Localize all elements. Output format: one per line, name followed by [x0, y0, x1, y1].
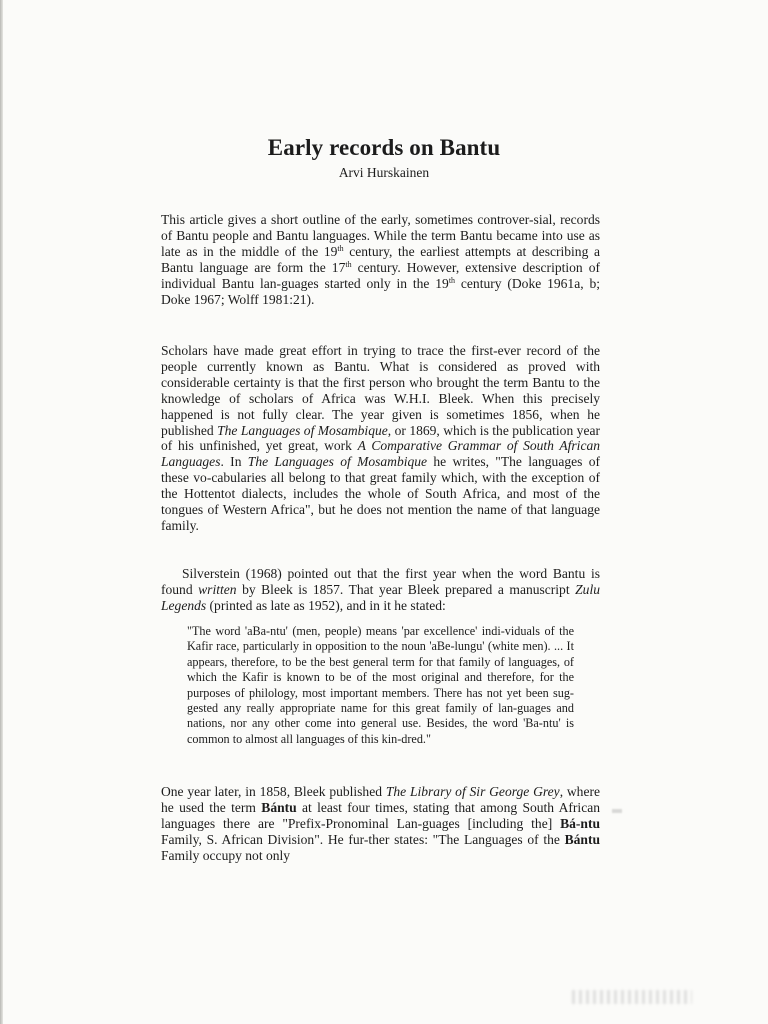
block-quote: "The word 'aBa-ntu' (men, people) means 'par excellence' indi-viduals of the Kafir race, particularly in opposition to the noun 'aBe-lungu' (white men). ... It appears, therefore, to be the best general term for that family of languages, of which the Kafir is known to be of the most original and therefore, for the purposes of philology, most important members. There has not yet been sug-gested any really appropriate name for this great family of lan-guages and nations, nor any other come into general use. Besides, the word 'Ba-ntu' is common to almost all languages of this kin-dred.": [187, 624, 574, 746]
paragraph-silverstein: [161, 566, 600, 614]
italic-word: written: [198, 581, 237, 597]
text-run: , or 1869, which is the publication year of his unfinished, yet great, work: [161, 422, 600, 454]
text-run: (printed as late as 1952), and in it he stated:: [206, 597, 446, 613]
superscript: th: [448, 275, 456, 285]
superscript: th: [337, 243, 344, 253]
paragraph-scholars: [161, 343, 600, 534]
text-run: century. However, extensive description of individual Bantu lan-guages started only in the 19: [161, 259, 600, 291]
italic-title: The Library of Sir George Grey: [385, 784, 560, 799]
text-run: , where he used the term: [161, 784, 600, 815]
bold-term: Bá-ntu: [560, 815, 600, 831]
paragraph-intro: [161, 212, 600, 307]
scan-speck: [612, 809, 622, 813]
bold-term: Bántu: [261, 799, 297, 815]
text-run: Family occupy not only: [161, 847, 291, 863]
italic-title: A Comparative Grammar of South African Languages: [161, 438, 600, 470]
text-run: Silverstein (1968) pointed out that the first year when the word Bantu is found: [161, 566, 600, 597]
text-run: he writes, "The languages of these vo-cabularies all belong to that great family which, with the exception of the Hottentot dialects, includes the whole of South Africa, and most of the tongues of Western Africa", but he does not mention the name of that language family.: [161, 454, 600, 533]
article-author: Arvi Hurskainen: [338, 165, 430, 180]
text-run: This article gives a short outline of the early, sometimes controver-sial, records of Bantu people and Bantu languages. While the term Bantu became into use as late as in the middle of the 19: [161, 212, 600, 259]
italic-title: The Languages of Mosambique: [247, 454, 428, 470]
superscript: th: [345, 259, 352, 269]
text-run: . In: [220, 454, 248, 470]
italic-title: Zulu Legends: [161, 581, 600, 613]
text-run: at least four times, stating that among South African languages there are "Prefix-Pronominal Lan-guages [including the]: [161, 799, 600, 831]
article-title: Early records on Bantu: [267, 135, 501, 160]
faded-footer-mark: [572, 990, 692, 1004]
text-run: One year later, in 1858, Bleek published: [161, 784, 386, 799]
text-run: Scholars have made great effort in trying to trace the first-ever record of the people currently known as Bantu. What is considered as proved with considerable certainty is that the first person who brought the term Bantu to the knowledge of scholars of Africa was W.H.I. Bleek. When this precisely happened is not fully clear. The year given is sometimes 1856, when he published: [161, 343, 600, 438]
italic-title: The Languages of Mosambique: [217, 422, 388, 438]
bold-term: Bántu: [564, 831, 600, 847]
paragraph-one-year-later: [161, 784, 600, 864]
text-run: century, the earliest attempts at describing a Bantu language are form the 17: [161, 243, 600, 275]
text-run: by Bleek is 1857. That year Bleek prepared a manuscript: [236, 581, 576, 597]
text-run: Family, S. African Division". He fur-ther states: "The Languages of the: [161, 831, 565, 847]
text-run: century (Doke 1961a, b; Doke 1967; Wolff 1981:21).: [161, 275, 600, 307]
